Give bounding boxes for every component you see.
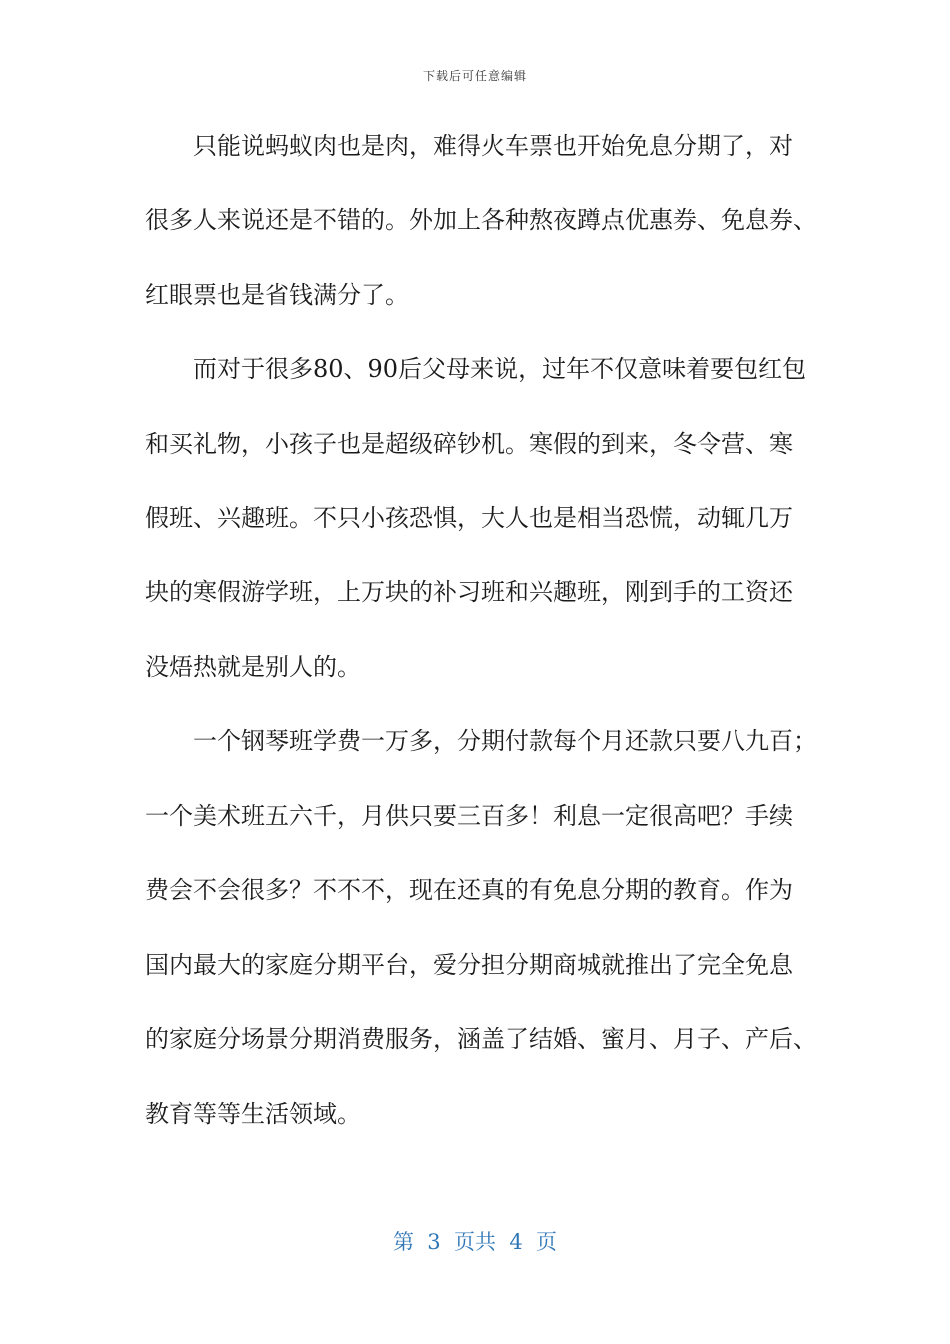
text-line: 红眼票也是省钱满分了。: [145, 281, 409, 309]
text-line: 块的寒假游学班，上万块的补习班和兴趣班，刚到手的工资还: [145, 578, 793, 606]
text-line: 只能说蚂蚁肉也是肉，难得火车票也开始免息分期了，对: [193, 132, 793, 160]
text-line: 没焐热就是别人的。: [145, 653, 361, 681]
text-line: 一个美术班五六千，月供只要三百多！利息一定很高吧？手续: [145, 802, 793, 830]
text-line: 国内最大的家庭分期平台，爱分担分期商城就推出了完全免息: [145, 951, 793, 979]
text-line: 教育等等生活领域。: [145, 1100, 361, 1128]
text-line: 很多人来说还是不错的。外加上各种熬夜蹲点优惠券、免息券、: [145, 206, 817, 234]
text-line: 和买礼物，小孩子也是超级碎钞机。寒假的到来，冬令营、寒: [145, 430, 793, 458]
text-line: 而对于很多80、90后父母来说，过年不仅意味着要包红包: [193, 355, 807, 383]
text-line: 假班、兴趣班。不只小孩恐惧，大人也是相当恐慌，动辄几万: [145, 504, 793, 532]
page-header: 下载后可任意编辑: [422, 69, 527, 83]
text-line: 一个钢琴班学费一万多，分期付款每个月还款只要八九百；: [193, 727, 817, 755]
text-line: 的家庭分场景分期消费服务，涵盖了结婚、蜜月、月子、产后、: [145, 1025, 817, 1053]
text-line: 费会不会很多？不不不，现在还真的有免息分期的教育。作为: [145, 876, 793, 904]
page-number-footer: 第 3 页共 4 页: [392, 1230, 558, 1254]
